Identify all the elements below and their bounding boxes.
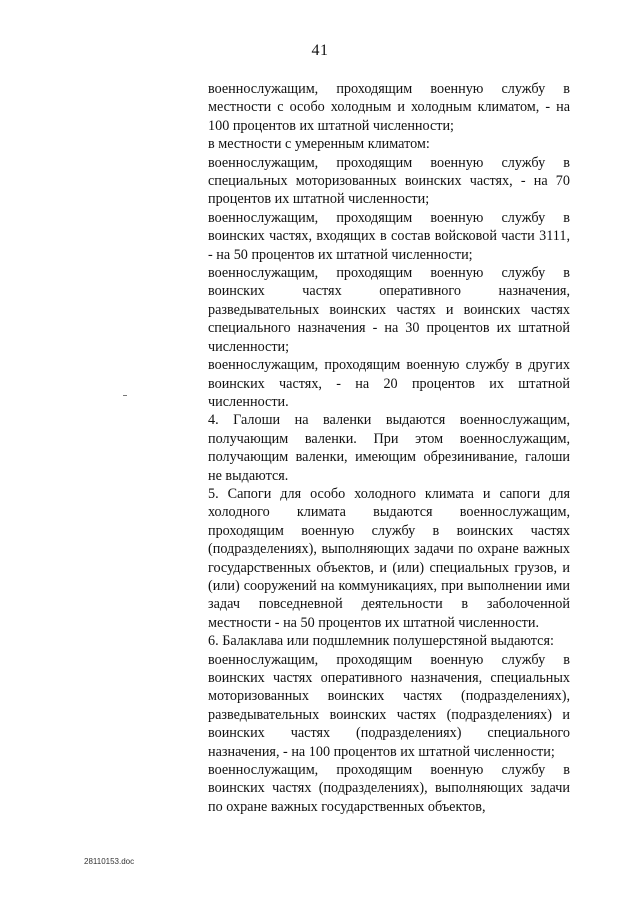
file-name-footer: 28110153.doc [84, 857, 135, 866]
paragraph: военнослужащим, проходящим военную службу в других воинских частях, - на 20 процентов их штатной численности. [208, 357, 570, 410]
page-number: 41 [311, 42, 329, 59]
document-body [208, 80, 570, 816]
paragraph: 6. Балаклава или подшлемник полушерстяной выдаются: [208, 633, 554, 650]
margin-mark [123, 395, 127, 396]
paragraph: военнослужащим, проходящим военную службу в воинских частях, входящих в состав войсковой части 3111, - на 50 процентов их штатной численности; [208, 209, 570, 263]
paragraph: военнослужащим, проходящим военную службу в специальных моторизованных воинских частях, - на 70 процентов их штатной численности; [208, 154, 570, 208]
paragraph: военнослужащим, проходящим военную службу в воинских частях (подразделениях), выполняющих задачи по охране важных государственных объектов, [208, 762, 570, 815]
paragraph: военнослужащим, проходящим военную службу в воинских частях оперативного назначения, специальных моторизованных воинских частях (подразделениях), разведывательных воинских частях (подразделениях) и воинских частях (подразделениях) специального назначения, - на 100 процентов их штатной численности; [208, 651, 570, 760]
paragraph: военнослужащим, проходящим военную службу в воинских частях оперативного назначения, разведывательных воинских частях и воинских частях специального назначения - на 30 процентов их штатной численности; [208, 265, 570, 355]
paragraph: 4. Галоши на валенки выдаются военнослужащим, получающим валенки. При этом военнослужащим, получающим валенки, имеющим обрезинивание, галоши не выдаются. [208, 412, 570, 484]
paragraph: в местности с умеренным климатом: [208, 136, 430, 153]
paragraph: 5. Сапоги для особо холодного климата и сапоги для холодного климата выдаются военнослужащим, проходящим военную службу в воинских частях (подразделениях), выполняющих задачи по охране важных государственных объектов, и (или) специальных грузов, и (или) сооружений на коммуникациях, при выполнении ими задач повседневной деятельности в заболоченной местности - на 50 процентов их штатной численности. [208, 485, 570, 631]
paragraph: военнослужащим, проходящим военную службу в местности с особо холодным и холодным климатом, - на 100 процентов их штатной численности; [208, 81, 570, 134]
